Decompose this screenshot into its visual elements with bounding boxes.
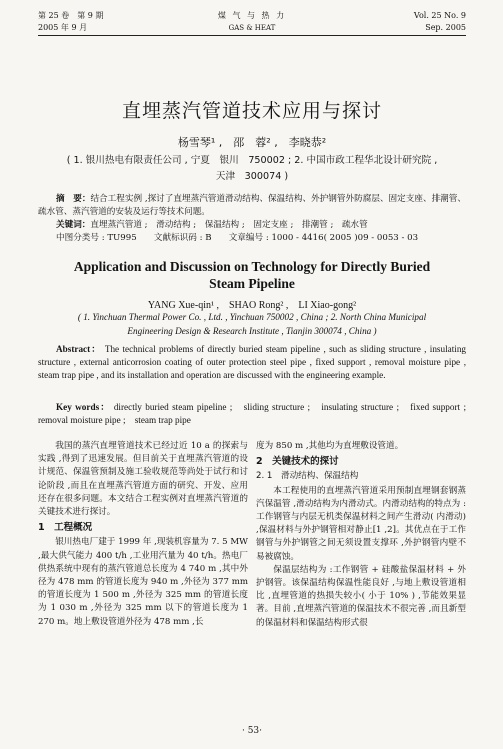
header-date-en: Sep. 2005 (425, 23, 466, 32)
section-2-heading: 2 关键技术的探讨 (256, 456, 339, 468)
keywords-cn-label: 关键词： (56, 220, 91, 230)
keywords-en-text: directly buried steam pipeline ; sliding structure ; insulating structure ; fixed support ; removal moisture pipe ; steam trap pipe (38, 402, 476, 425)
abstract-en-label: Abstract： (56, 344, 102, 354)
header-volume: 第 25 卷 第 9 期 (38, 11, 104, 20)
authors: 杨雪琴¹ , 邵 蓉² , 李晓恭² (177, 136, 327, 149)
classification-line: 中图分类号 : TU995 文献标识码 : B 文章编号 : 1000 - 4416( 2005 )09 - 0053 - 03 (56, 233, 419, 243)
left-column (38, 440, 248, 629)
section-1-paragraph: 银川热电厂建于 1999 年 ,现装机容量为 7. 5 MW ,最大供气能力 400 t/h ,工业用汽量为 40 t/h。热电厂供热系统中现有的蒸汽管道总长度为 4 740 m ,其中外径为 478 mm 的管道长度为 940 m ,外径为 377 mm 的管道长度为 1 500 m ,外径为 325 mm 的管道长度为 1 030 m ,外径为 325 mm 以下的管道长度为 1 270 m。地上敷设管道外径为 478 mm ,长 (38, 537, 248, 627)
section-2-1-heading: 2. 1 滑动结构、保温结构 (256, 471, 359, 482)
header-rule (38, 35, 466, 36)
affiliation-line-1: ( 1. 银川热电有限责任公司 , 宁夏 银川 750002 ; 2. 中国市政工程华北设计研究院 , (66, 155, 438, 166)
journal-title: 煤 气 与 热 力 (217, 11, 287, 20)
keywords-en (38, 401, 476, 427)
abstract-en (38, 343, 466, 382)
abstract-cn-text: 结合工程实例 ,探讨了直埋蒸汽管道滑动结构、保温结构、外护钢管外防腐层、固定支座、排潮管、疏水管、蒸汽管道的安装及运行等技术问题。 (38, 194, 466, 217)
keywords-cn-text: 直埋蒸汽管道 ; 滑动结构 ; 保温结构 ; 固定支座 ; 排潮管 ; 疏水管 (90, 220, 368, 230)
keywords-en-label: Key words： (56, 402, 111, 412)
en-authors: YANG Xue-qin¹ , SHAO Rong² , LI Xiao-gong² (147, 300, 357, 311)
section-2-1-paragraph-1: 本工程使用的直埋蒸汽管道采用预制直埋钢套钢蒸汽保温管 ,滑动结构为内滑动式。内滑动结构的特点为 :工作钢管与内层无机类保温材料之间产生滑动( 内滑动) ,保温材料与外护钢管相对静止[1 ,2]。其优点在于工作钢管与外护钢管之间无须设置支撑环 ,外护钢管内壁不易被腐蚀。 (256, 485, 466, 562)
en-title-line-2: Steam Pipeline (209, 276, 295, 291)
continued-paragraph: 度为 850 m ,其他均为直埋敷设管道。 (256, 441, 404, 451)
right-column (256, 440, 466, 630)
abstract-cn-label: 摘 要： (56, 194, 91, 204)
page-number: · 53· (241, 726, 263, 736)
section-2-1-paragraph-2: 保温层结构为 :工作钢管 + 硅酸盐保温材料 + 外护钢管。该保温结构保温性能良好 ,与地上敷设管道相比 ,直埋管道的热损失较小( 小于 10% ) ,节能效果显著。目前 ,直埋蒸汽管道的保温技术不很完善 ,而且新型的保温材料和保温结构形式很 (256, 564, 466, 628)
header-date: 2005 年 9 月 (38, 23, 88, 32)
affiliation-line-2: 天津 300074 ) (215, 171, 289, 182)
section-1-heading: 1 工程概况 (38, 522, 93, 534)
en-title-line-1: Application and Discussion on Technology for Directly Buried (73, 259, 431, 274)
intro-paragraph: 我国的蒸汽直埋管道技术已经过近 10 a 的探索与实践 ,得到了迅速发展。但目前关于直埋蒸汽管道的设计规范、保温管预制及施工验收规范等尚处于试行和讨论阶段 ,而且在直埋蒸汽管道方面的研究、开发、应用还存在很多问题。本文结合工程实例对直埋蒸汽管道的关键技术进行探讨。 (38, 441, 248, 518)
paper-title: 直埋蒸汽管道技术应用与探讨 (121, 100, 382, 122)
abstract-cn (38, 193, 466, 219)
keywords-cn (38, 219, 466, 232)
abstract-en-text: The technical problems of directly buried steam pipeline , such as sliding structure , insulating structure , external anticorrosion coating of outer protection steel pipe , fixed support , removal moisture pipe , steam trap pipe , and its installation and operation are discussed with the engineering example. (38, 344, 467, 380)
en-affiliation-line-1: ( 1. Yinchuan Thermal Power Co. , Ltd. , Yinchuan 750002 , China ; 2. North China Municipal (77, 312, 427, 322)
journal-subtitle: GAS & HEAT (228, 24, 276, 32)
header-volume-en: Vol. 25 No. 9 (413, 11, 466, 20)
en-affiliation-line-2: Engineering Design & Research Institute , Tianjin 300074 , China ) (127, 326, 377, 336)
